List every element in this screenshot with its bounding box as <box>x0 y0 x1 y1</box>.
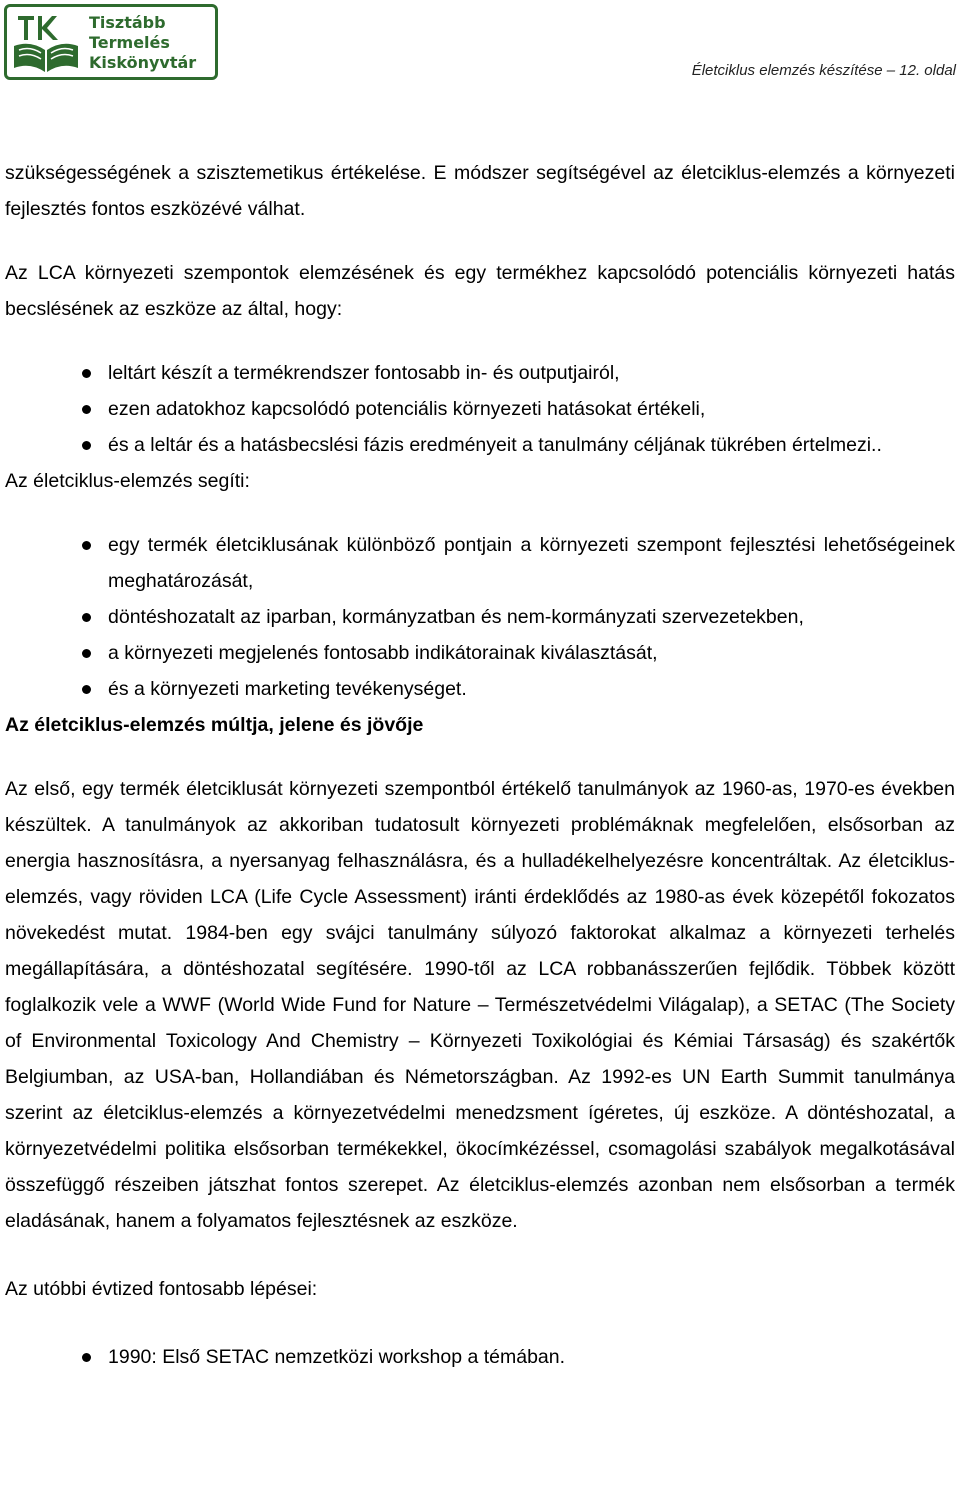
list-item: leltárt készít a termékrendszer fontosabb in- és outputjairól, <box>5 355 955 391</box>
paragraph: Az LCA környezeti szempontok elemzésének és egy termékhez kapcsolódó potenciális környezeti hatás becslésének az eszköze az által, hogy: <box>5 262 955 320</box>
book-logo-icon <box>10 10 82 76</box>
list-item: egy termék életciklusának különböző pontjain a környezeti szempont fejlesztési lehetőségeinek meghatározását, <box>5 527 955 599</box>
bullet-list <box>5 527 955 707</box>
bullet-list <box>5 355 955 463</box>
bullet-list <box>5 1339 955 1375</box>
list-item: 1990: Első SETAC nemzetközi workshop a témában. <box>5 1339 955 1375</box>
paragraph: Az első, egy termék életciklusát környezeti szempontból értékelő tanulmányok az 1960-as, 1970-es években készültek. A tanulmányok az akkoriban tudatosult környezeti problémáknak megfelelően, elsősorban az energia hasznosításra, a nyersanyag felhasználásra, és a hulladékelhelyezésre koncentráltak. Az életciklus-elemzés, vagy röviden LCA (Life Cycle Assessment) iránti érdeklődés az 1980-as évek közepétől fokozatos növekedést mutat. 1984-ben egy svájci tanulmány súlyozó faktorokat alkalmaz a környezeti terhelés megállapítására, a döntéshozatal segítésére. 1990-től az LCA robbanásszerűen fejlődik. Többek között foglalkozik vele a WWF (World Wide Fund for Nature – Természetvédelmi Világalap), a SETAC (The Society of Environmental Toxicology And Chemistry – Környezeti Toxikológiai és Kémiai Társaság) és szakértők Belgiumban, az USA-ban, Hollandiában és Németországban. Az 1992-es UN Earth Summit tanulmánya szerint az életciklus-elemzés a környezetvédelmi menedzsment ígéretes, új eszköze. A döntéshozatal, a környezetvédelmi politika elsősorban termékekkel, ökocímkézéssel, csomagolási szabályok megalkotásával összefüggő részeiben játszhat fontos szerepet. Az életciklus-elemzés azonban nem elsősorban a termék eladásának, hanem a folyamatos fejlesztésnek az eszköze. <box>5 778 955 1232</box>
logo-line: Kiskönyvtár <box>89 53 197 72</box>
paragraph: Az utóbbi évtized fontosabb lépései: <box>5 1278 318 1300</box>
list-item: döntéshozatalt az iparban, kormányzatban és nem-kormányzati szervezetekben, <box>5 599 955 635</box>
page-header <box>0 0 960 90</box>
logo-text <box>89 13 215 73</box>
list-item: a környezeti megjelenés fontosabb indikátorainak kiválasztását, <box>5 635 955 671</box>
logo-line: Tisztább <box>89 13 166 32</box>
section-heading: Az életciklus-elemzés múltja, jelene és jövője <box>5 714 424 736</box>
logo <box>4 4 218 80</box>
running-head: Életciklus elemzés készítése – 12. oldal <box>691 62 956 79</box>
paragraph: szükségességének a szisztemetikus értékelése. E módszer segítségével az életciklus-elemzés a környezeti fejlesztés fontos eszközévé válhat. <box>5 162 955 220</box>
list-item: ezen adatokhoz kapcsolódó potenciális környezeti hatásokat értékeli, <box>5 391 955 427</box>
list-item: és a leltár és a hatásbecslési fázis eredményeit a tanulmány céljának tükrében értelmezi.. <box>5 427 955 463</box>
document-body <box>5 155 955 1375</box>
paragraph: Az életciklus-elemzés segíti: <box>5 470 250 492</box>
logo-line: Termelés <box>89 33 170 52</box>
list-item: és a környezeti marketing tevékenységet. <box>5 671 955 707</box>
